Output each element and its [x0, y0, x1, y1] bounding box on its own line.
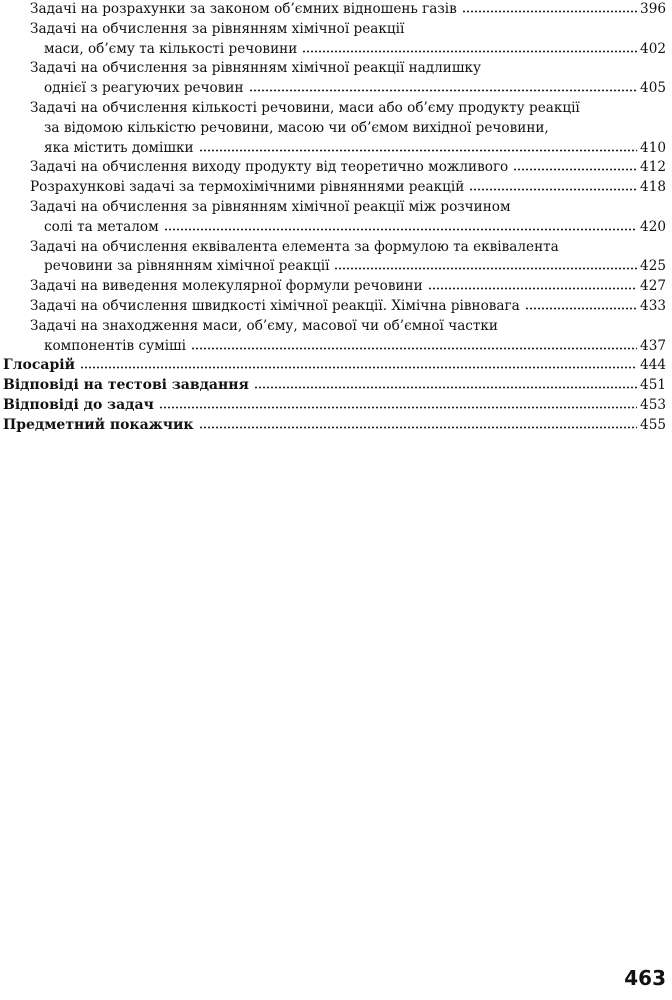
toc-entry-title: Задачі на обчислення за рівнянням хімічної реакції: [30, 20, 405, 37]
dot-leader: [199, 416, 638, 429]
toc-entry-title: за відомою кількістю речовини, масою чи об’ємом вихідної речовини,: [44, 119, 549, 136]
page-number: 463: [624, 966, 666, 990]
toc-page-number: 418: [640, 179, 666, 196]
toc-subsection-entry: [0, 178, 672, 198]
toc-entry-line: [30, 277, 672, 297]
toc-subsection-entry: [0, 277, 672, 297]
toc-section-entry: [0, 396, 672, 416]
toc-entry-title: Задачі на виведення молекулярної формули речовини: [30, 278, 423, 295]
toc-section-entry: [0, 416, 672, 436]
toc-entry-title: Задачі на обчислення швидкості хімічної реакції. Хімічна рівновага: [30, 297, 520, 314]
toc-entry-line: [30, 198, 672, 218]
toc-entry-line: [3, 376, 672, 396]
toc-page-number: 437: [640, 337, 666, 354]
toc-entry-line: [30, 317, 672, 337]
dot-leader: [302, 40, 637, 53]
toc-page-number: 425: [640, 258, 666, 275]
toc-page-number: 396: [640, 1, 666, 17]
toc-section-entry: [0, 356, 672, 376]
toc-page-number: 427: [640, 278, 666, 295]
toc-entry-line: [30, 119, 672, 139]
toc-entry-line: [30, 139, 672, 159]
toc-entry-title: Задачі на розрахунки за законом об’ємних відношень газів: [30, 1, 457, 17]
toc-page-number: 405: [640, 80, 666, 97]
toc-entry-title: Задачі на обчислення кількості речовини, маси або об’єму продукту реакції: [30, 99, 580, 116]
toc-page-number: 451: [640, 377, 666, 394]
toc-page-number: 444: [640, 357, 666, 374]
dot-leader: [164, 218, 637, 231]
toc-entry-title: Предметний покажчик: [3, 416, 194, 433]
toc-page-number: 420: [640, 218, 666, 235]
toc-entry-line: [30, 20, 672, 40]
toc-subsection-entry: [0, 198, 672, 238]
toc-entry-title: Розрахункові задачі за термохімічними рівняннями реакцій: [30, 179, 465, 196]
dot-leader: [428, 277, 637, 290]
dot-leader: [199, 139, 638, 152]
toc-entry-title: Задачі на обчислення еквівалента елемента за формулою та еквівалента: [30, 238, 559, 255]
dot-leader: [462, 0, 637, 13]
toc-entry-title: речовини за рівнянням хімічної реакції: [44, 258, 330, 275]
toc-entry-line: [30, 178, 672, 198]
dot-leader: [513, 158, 637, 171]
toc-entry-line: [30, 0, 672, 20]
toc-entry-title: Задачі на обчислення за рівнянням хімічної реакції надлишку: [30, 60, 481, 77]
toc-entry-title: Відповіді до задач: [3, 396, 154, 413]
dot-leader: [191, 337, 637, 350]
table-of-contents: [0, 0, 672, 436]
toc-entry-title: Задачі на знаходження маси, об’єму, масової чи об’ємної частки: [30, 317, 498, 334]
dot-leader: [254, 376, 637, 389]
toc-entry-line: [3, 416, 672, 436]
toc-subsection-entry: [0, 238, 672, 278]
toc-entry-line: [30, 218, 672, 238]
toc-subsection-entry: [0, 20, 672, 60]
toc-subsection-entry: [0, 297, 672, 317]
toc-entry-line: [30, 79, 672, 99]
toc-page-number: 412: [640, 159, 666, 176]
toc-entry-line: [30, 158, 672, 178]
dot-leader: [249, 79, 638, 92]
dot-leader: [80, 356, 637, 369]
toc-subsection-entry: [0, 158, 672, 178]
toc-section-entry: [0, 376, 672, 396]
dot-leader: [334, 257, 637, 270]
toc-entry-line: [30, 40, 672, 60]
toc-subsection-entry: [0, 0, 672, 20]
dot-leader: [159, 396, 637, 409]
toc-entry-line: [30, 99, 672, 119]
toc-entry-line: [30, 59, 672, 79]
toc-entry-line: [30, 337, 672, 357]
toc-entry-title: яка містить домішки: [44, 139, 194, 156]
toc-subsection-entry: [0, 317, 672, 357]
toc-entry-title: однієї з реагуючих речовин: [44, 80, 244, 97]
toc-entry-line: [3, 396, 672, 416]
dot-leader: [469, 178, 637, 191]
dot-leader: [525, 297, 637, 310]
toc-page-number: 433: [640, 297, 666, 314]
toc-entry-title: Задачі на обчислення за рівнянням хімічної реакції між розчином: [30, 198, 511, 215]
toc-entry-title: Задачі на обчислення виходу продукту від теоретично можливого: [30, 159, 509, 176]
toc-entry-line: [30, 297, 672, 317]
toc-entry-title: солі та металом: [44, 218, 159, 235]
toc-entry-line: [30, 238, 672, 258]
toc-entry-title: Глосарій: [3, 357, 75, 374]
toc-entry-line: [3, 356, 672, 376]
toc-page-number: 455: [640, 416, 666, 433]
toc-entry-title: Відповіді на тестові завдання: [3, 377, 249, 394]
toc-entry-title: компонентів суміші: [44, 337, 187, 354]
toc-entry-title: маси, об’єму та кількості речовини: [44, 40, 298, 57]
toc-entry-line: [30, 257, 672, 277]
toc-page-number: 410: [640, 139, 666, 156]
toc-subsection-entry: [0, 59, 672, 99]
toc-subsection-entry: [0, 99, 672, 158]
toc-page-number: 453: [640, 396, 666, 413]
toc-page-number: 402: [640, 40, 666, 57]
